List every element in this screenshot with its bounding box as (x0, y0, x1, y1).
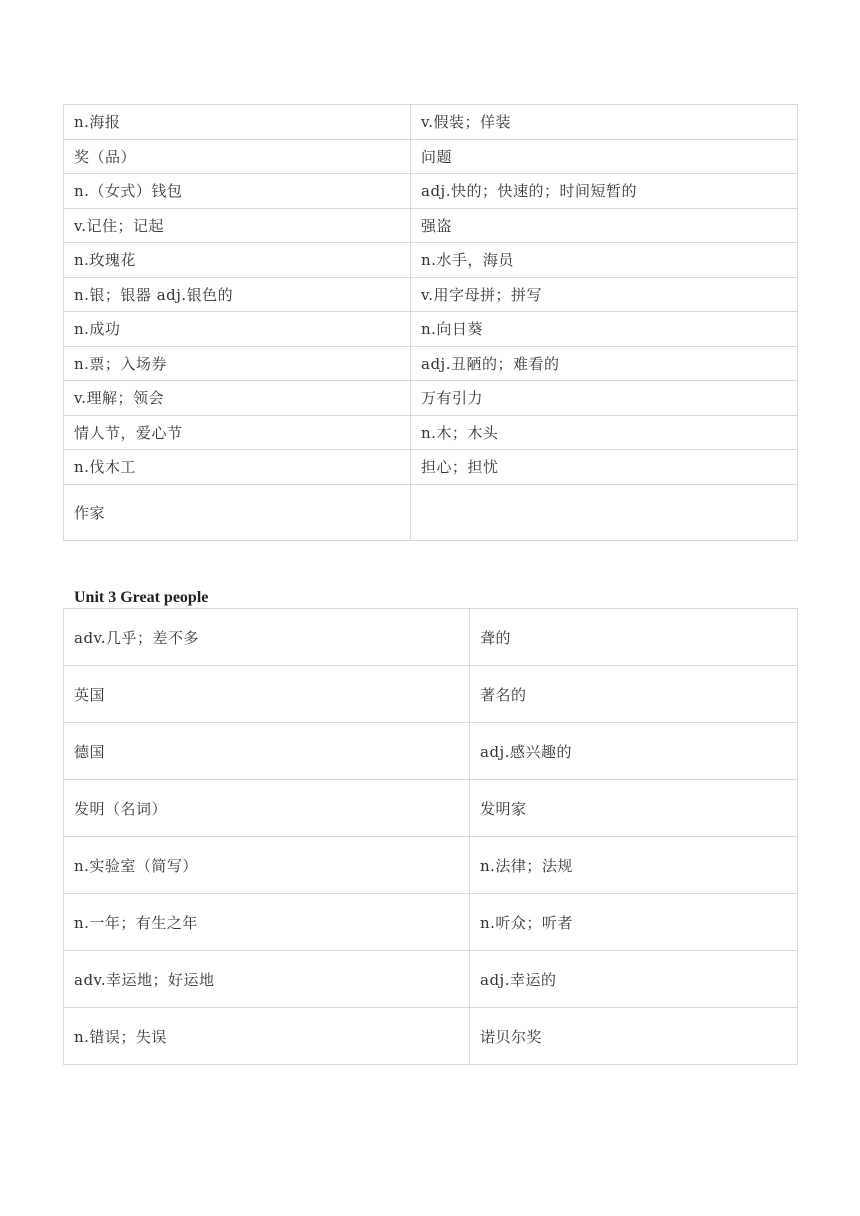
table-cell: 问题 (411, 139, 798, 174)
table-row (64, 951, 798, 1008)
table-cell: n.实验室（简写） (64, 837, 470, 894)
table-cell: 英国 (64, 666, 470, 723)
table-cell: 著名的 (470, 666, 798, 723)
table-row (64, 139, 798, 174)
table-row (64, 312, 798, 347)
table-cell: v.假装；佯装 (411, 105, 798, 140)
table-cell: adj.快的；快速的；时间短暂的 (411, 174, 798, 209)
table-cell: v.记住；记起 (64, 208, 411, 243)
table-cell: n.向日葵 (411, 312, 798, 347)
table-cell: adv.几乎；差不多 (64, 609, 470, 666)
table-cell: 奖（品） (64, 139, 411, 174)
table-cell: n.（女式）钱包 (64, 174, 411, 209)
table-row (64, 450, 798, 485)
table-cell: 强盗 (411, 208, 798, 243)
table-cell: 万有引力 (411, 381, 798, 416)
table-cell: n.水手，海员 (411, 243, 798, 278)
table-cell: 诺贝尔奖 (470, 1008, 798, 1065)
table-row (64, 894, 798, 951)
table-cell: adj.幸运的 (470, 951, 798, 1008)
table-cell: adv.幸运地；好运地 (64, 951, 470, 1008)
table-row (64, 609, 798, 666)
table-cell: n.成功 (64, 312, 411, 347)
table-row (64, 666, 798, 723)
table-cell: n.错误；失误 (64, 1008, 470, 1065)
table-cell: v.用字母拼；拼写 (411, 277, 798, 312)
table-cell: 作家 (64, 484, 411, 540)
table-row (64, 415, 798, 450)
vocab-table-1 (63, 104, 798, 541)
table-row (64, 723, 798, 780)
table-cell: n.银；银器 adj.银色的 (64, 277, 411, 312)
table-cell: n.听众；听者 (470, 894, 798, 951)
table-cell: n.法律；法规 (470, 837, 798, 894)
section-title: Unit 3 Great people (74, 589, 209, 606)
table-cell: n.票；入场券 (64, 346, 411, 381)
table-cell: 聋的 (470, 609, 798, 666)
table-cell (411, 484, 798, 540)
vocab-table-unit3 (63, 608, 798, 1065)
table-cell: n.一年；有生之年 (64, 894, 470, 951)
table-cell: 发明（名词） (64, 780, 470, 837)
table-row (64, 105, 798, 140)
table-cell: 德国 (64, 723, 470, 780)
table-cell: n.海报 (64, 105, 411, 140)
table-row (64, 484, 798, 540)
table-row (64, 208, 798, 243)
table-row (64, 174, 798, 209)
table-cell: 发明家 (470, 780, 798, 837)
table-cell: adj.感兴趣的 (470, 723, 798, 780)
table-cell: n.木；木头 (411, 415, 798, 450)
table-row (64, 277, 798, 312)
table-row (64, 837, 798, 894)
table-row (64, 243, 798, 278)
table-row (64, 1008, 798, 1065)
table-row (64, 346, 798, 381)
table-cell: 担心；担忧 (411, 450, 798, 485)
table-cell: adj.丑陋的；难看的 (411, 346, 798, 381)
table-cell: n.玫瑰花 (64, 243, 411, 278)
table-cell: n.伐木工 (64, 450, 411, 485)
table-row (64, 780, 798, 837)
table-cell: v.理解；领会 (64, 381, 411, 416)
table-row (64, 381, 798, 416)
table-cell: 情人节，爱心节 (64, 415, 411, 450)
